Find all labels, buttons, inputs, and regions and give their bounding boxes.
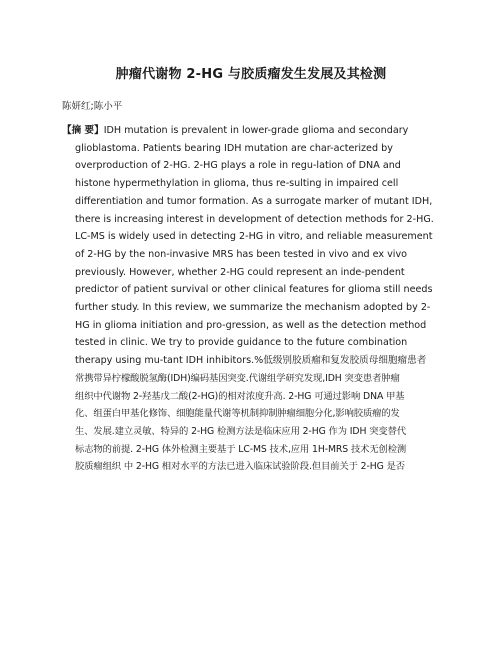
page-title: 肿瘤代谢物 2-HG 与胶质瘤发生发展及其检测 — [115, 67, 387, 82]
abstract-zh-line: 组织中代谢物 2-羟基戊二酸(2-HG)的相对浓度升高. 2-HG 可通过影响 DNA 甲基 — [75, 390, 405, 402]
abstract-line: of 2-HG by the non-invasive MRS has been tested in vivo and ex vivo — [75, 248, 408, 260]
abstract-line: IDH mutation is prevalent in lower-grade glioma and secondary — [103, 125, 409, 136]
abstract-line: histone hypermethylation in glioma, thus re-sulting in impaired cell — [75, 178, 399, 190]
abstract-line: glioblastoma. Patients bearing IDH mutation are char-acterized by — [75, 142, 393, 154]
abstract-zh-line: 常携带异柠檬酸脱氢酶(IDH)编码基因突变.代谢组学研究发现,IDH 突变患者肿瘤 — [75, 372, 400, 384]
abstract-line: differentiation and tumor formation. As a surrogate marker of mutant IDH, — [75, 195, 433, 207]
abstract-line: predictor of patient survival or other clinical features for glioma still needs — [75, 284, 433, 296]
abstract-line: tested in clinic. We try to provide guidance to the future combination — [75, 337, 408, 349]
abstract-label: 【摘 要】 — [62, 125, 104, 136]
abstract-line: overproduction of 2-HG. 2-HG plays a role in regu-lation of DNA and — [75, 160, 401, 172]
abstract-line: HG in glioma initiation and pro-gression, as well as the detection method — [75, 319, 427, 331]
abstract-line: further study. In this review, we summarize the mechanism adopted by 2- — [75, 302, 431, 314]
abstract-zh-line: 生、发展.建立灵敏、特异的 2-HG 检测方法是临床应用 2-HG 作为 IDH 突变替代 — [75, 425, 407, 437]
abstract-zh-line: 化、组蛋白甲基化修饰、细胞能量代谢等机制抑制肿瘤细胞分化,影响胶质瘤的发 — [75, 408, 400, 420]
abstract-line: therapy using mu-tant IDH inhibitors.%低级别胶质瘤和复发胶质母细胞瘤患者 — [75, 355, 427, 367]
abstract-line: LC-MS is widely used in detecting 2-HG in vitro, and reliable measurement — [75, 231, 433, 243]
abstract-zh-line: 胶质瘤组织 中 2-HG 相对水平的方法已进入临床试验阶段.但目前关于 2-HG 是否 — [75, 461, 405, 473]
abstract-first-line — [62, 122, 440, 140]
abstract-line: previously. However, whether 2-HG could represent an inde-pendent — [75, 266, 405, 278]
abstract — [62, 122, 440, 476]
abstract-line: there is increasing interest in development of detection methods for 2-HG. — [75, 213, 434, 225]
abstract-zh-line: 标志物的前提. 2-HG 体外检测主要基于 LC-MS 技术,应用 1H-MRS 技术无创检测 — [75, 443, 407, 455]
authors: 陈妍红;陈小平 — [62, 101, 123, 112]
